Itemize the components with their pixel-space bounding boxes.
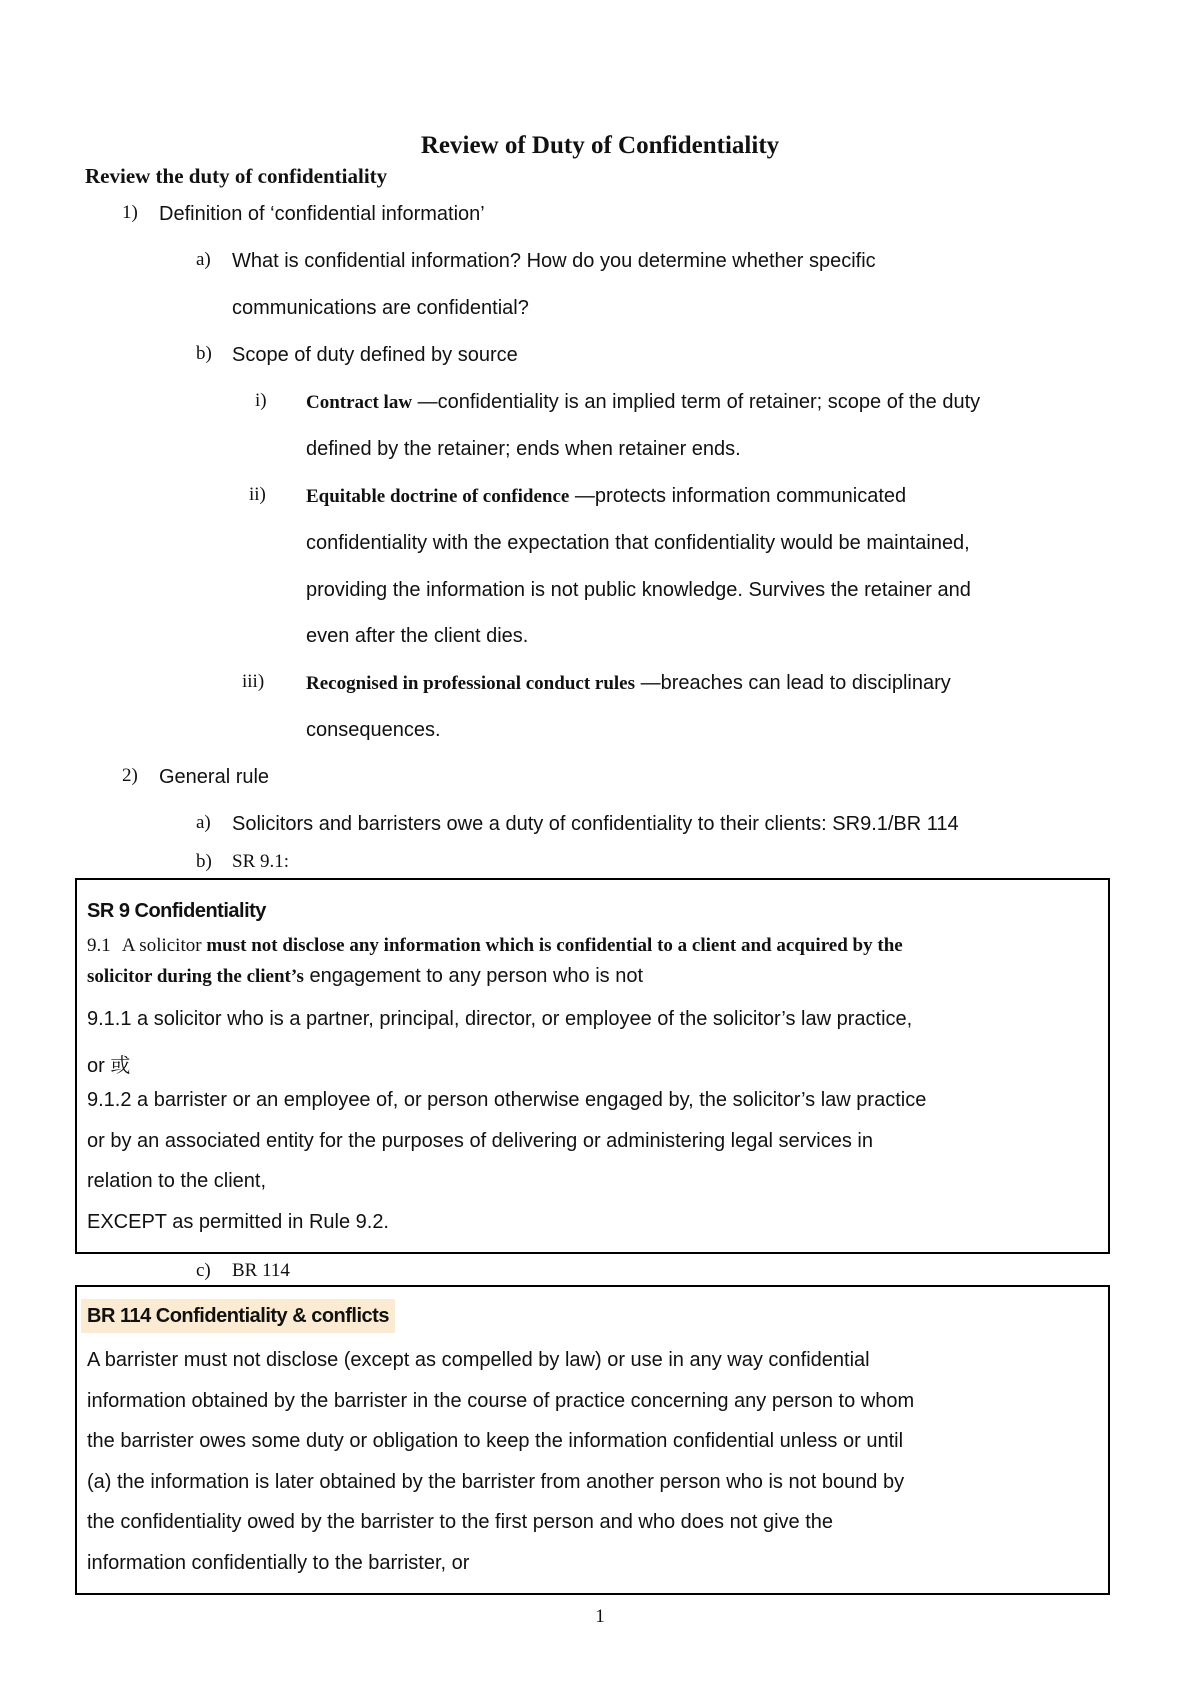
sr9-clause-912-cont: relation to the client,: [87, 1170, 266, 1192]
list-item-text: BR 114: [232, 1260, 290, 1281]
term-text: —protects information communicated: [569, 485, 907, 507]
br114-heading-highlight: BR 114 Confidentiality & conflicts: [81, 1299, 395, 1333]
rule-number: 9.1: [87, 935, 111, 956]
list-item-text: What is confidential information? How do you determine whether specific: [232, 250, 876, 272]
sr9-except: EXCEPT as permitted in Rule 9.2.: [87, 1211, 389, 1233]
sr9-rule-intro: [87, 934, 903, 957]
document-title: Review of Duty of Confidentiality: [420, 132, 780, 159]
br114-text: information confidentially to the barrister, or: [87, 1552, 470, 1574]
list-marker: b): [196, 343, 212, 364]
list-marker: c): [196, 1260, 211, 1281]
br114-rule-box: [75, 1285, 1110, 1595]
list-marker: 1): [122, 202, 138, 223]
rule-text: A solicitor: [121, 935, 207, 956]
term-label: Recognised in professional conduct rules: [306, 673, 636, 694]
list-item-equitable: [306, 483, 906, 510]
sr9-clause-911: 9.1.1 a solicitor who is a partner, principal, director, or employee of the solicitor’s law practice,: [87, 1008, 913, 1030]
list-item-definition: Definition of ‘confidential information’: [159, 203, 485, 225]
sr9-clause-911-cont: or 或: [87, 1055, 131, 1077]
rule-text-bold: must not disclose any information which is confidential to a client and acquired by the: [206, 935, 903, 956]
sr9-heading: SR 9 Confidentiality: [87, 900, 266, 922]
br114-text: the barrister owes some duty or obligation to keep the information confidential unless or until: [87, 1430, 904, 1452]
list-item-text: SR 9.1:: [232, 851, 290, 872]
list-item-text: confidentiality with the expectation that confidentiality would be maintained,: [306, 532, 970, 554]
br114-text: information obtained by the barrister in the course of practice concerning any person to whom: [87, 1390, 915, 1412]
list-item-text: even after the client dies.: [306, 625, 529, 647]
list-marker: a): [196, 812, 211, 833]
rule-text: engagement to any person who is not: [303, 965, 644, 987]
page-number: 1: [595, 1606, 605, 1627]
sr9-clause-912-cont: or by an associated entity for the purposes of delivering or administering legal services in: [87, 1130, 873, 1152]
list-item-text: Solicitors and barristers owe a duty of confidentiality to their clients: SR9.1/BR 114: [232, 813, 959, 835]
br114-heading: [87, 1305, 395, 1328]
br114-text: A barrister must not disclose (except as compelled by law) or use in any way confidential: [87, 1349, 870, 1371]
list-marker: a): [196, 249, 211, 270]
term-text: —breaches can lead to disciplinary: [635, 672, 951, 694]
br114-text: the confidentiality owed by the barrister to the first person and who does not give the: [87, 1511, 833, 1533]
document-subtitle: Review the duty of confidentiality: [85, 164, 388, 188]
list-item-text: providing the information is not public knowledge. Survives the retainer and: [306, 579, 971, 601]
list-marker: iii): [242, 671, 265, 692]
list-item-text: consequences.: [306, 719, 441, 741]
term-label: Equitable doctrine of confidence: [306, 486, 570, 507]
list-marker: 2): [122, 765, 138, 786]
term-text: —confidentiality is an implied term of retainer; scope of the duty: [412, 391, 981, 413]
sr9-rule-box: [75, 878, 1110, 1254]
list-item-contract-law: [306, 389, 980, 416]
rule-text-bold: solicitor during the client’s: [87, 966, 304, 987]
list-item-general-rule: General rule: [159, 766, 270, 788]
br114-clause-a: (a) the information is later obtained by the barrister from another person who is not bound by: [87, 1471, 905, 1493]
list-item-conduct-rules: [306, 670, 951, 697]
term-label: Contract law: [306, 392, 413, 413]
list-item-text: Scope of duty defined by source: [232, 344, 518, 366]
list-marker: ii): [249, 484, 266, 505]
sr9-clause-912: 9.1.2 a barrister or an employee of, or person otherwise engaged by, the solicitor’s law practice: [87, 1089, 927, 1111]
list-marker: b): [196, 851, 212, 872]
list-marker: i): [255, 390, 267, 411]
list-item-text: defined by the retainer; ends when retainer ends.: [306, 438, 741, 460]
sr9-rule-intro-cont: [87, 965, 643, 988]
list-item-text: communications are confidential?: [232, 297, 529, 319]
